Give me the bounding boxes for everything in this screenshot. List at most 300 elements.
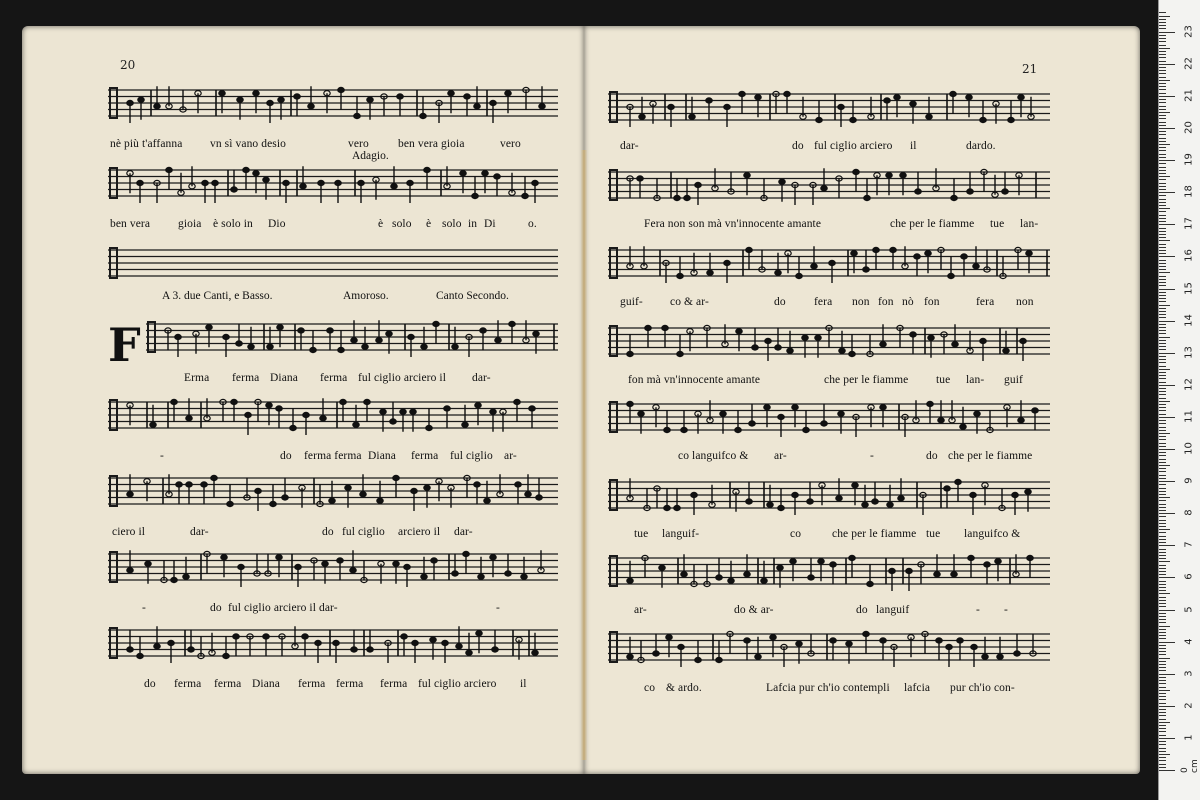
ruler-tick: [1159, 744, 1166, 745]
ruler-tick: [1159, 19, 1166, 20]
ruler-tick: [1159, 561, 1170, 562]
ruler-tick: [1159, 452, 1166, 453]
lyric: -: [1004, 604, 1008, 616]
ruler-tick: [1159, 163, 1166, 164]
ruler-tick: [1159, 410, 1166, 411]
ruler-tick: [1159, 606, 1166, 607]
ruler-tick: [1159, 202, 1166, 203]
ruler-tick: [1159, 179, 1166, 180]
lyric: co languifco &: [678, 450, 749, 462]
ruler-tick: [1159, 375, 1166, 376]
ruler-tick: [1159, 292, 1166, 293]
music-staff: [608, 168, 1050, 208]
ruler-tick: [1159, 626, 1170, 627]
ruler-tick: [1159, 157, 1166, 158]
ruler-tick: [1159, 504, 1166, 505]
ruler-tick: [1159, 83, 1166, 84]
lyric: do: [322, 526, 334, 538]
music-staff: [146, 320, 558, 360]
lyric: Diana: [270, 372, 298, 384]
ruler-tick: [1159, 263, 1166, 264]
ruler-tick: [1159, 587, 1166, 588]
right-system-5: [608, 400, 1050, 460]
ruler-tick: [1159, 414, 1166, 415]
lyric: vero: [348, 138, 369, 150]
ruler-tick: [1159, 176, 1170, 177]
left-system-7: [108, 550, 558, 614]
ruler-tick: [1159, 677, 1166, 678]
ruler-tick: [1159, 706, 1175, 707]
ruler-tick: [1159, 568, 1166, 569]
ruler-tick: [1159, 712, 1166, 713]
lyric: ferma: [411, 450, 439, 462]
ruler-tick: [1159, 693, 1166, 694]
lyric: guif: [1004, 374, 1023, 386]
lyric: guif-: [620, 296, 643, 308]
ruler-tick: [1159, 272, 1170, 273]
lyric: nò: [902, 296, 914, 308]
ruler-tick: [1159, 330, 1166, 331]
lyric: do: [856, 604, 868, 616]
music-staff: [108, 398, 558, 438]
left-system-3-empty-staff: [108, 246, 558, 286]
ruler-tick: [1159, 298, 1166, 299]
ruler-tick: [1159, 128, 1175, 129]
lyric: lan-: [966, 374, 985, 386]
lyric: tue: [926, 528, 941, 540]
lyric: solo: [392, 218, 412, 230]
ruler-tick: [1159, 709, 1166, 710]
lyric: tue: [936, 374, 951, 386]
ruler-tick: [1159, 61, 1166, 62]
ruler-tick: [1159, 719, 1166, 720]
ruler-tick: [1159, 366, 1166, 367]
ruler-tick: [1159, 356, 1166, 357]
lyric: ar-: [634, 604, 647, 616]
ruler-number: 13: [1183, 345, 1195, 359]
ruler-tick: [1159, 670, 1166, 671]
ruler-tick: [1159, 552, 1166, 553]
ruler-tick: [1159, 735, 1166, 736]
ruler-tick: [1159, 73, 1166, 74]
lyric: -: [870, 450, 874, 462]
right-system-8: [608, 630, 1050, 700]
ruler-tick: [1159, 224, 1175, 225]
ruler-tick: [1159, 664, 1166, 665]
ruler-tick: [1159, 192, 1175, 193]
ruler-tick: [1159, 542, 1166, 543]
ruler-tick: [1159, 571, 1166, 572]
lyric: languif-: [662, 528, 700, 540]
tempo-marking-adagio: Adagio.: [352, 150, 389, 162]
ruler-tick: [1159, 372, 1166, 373]
ruler-tick: [1159, 218, 1166, 219]
ruler-tick: [1159, 25, 1166, 26]
ruler-tick: [1159, 484, 1166, 485]
lyric: tue: [990, 218, 1005, 230]
ruler-tick: [1159, 41, 1166, 42]
ruler-tick: [1159, 160, 1175, 161]
lyric: ful ciglio arciero il: [358, 372, 446, 384]
lyric: nè più t'affanna: [110, 138, 183, 150]
ruler-tick: [1159, 619, 1166, 620]
lyric: fera: [976, 296, 995, 308]
ruler-tick: [1159, 215, 1166, 216]
ruler-tick: [1159, 154, 1166, 155]
ruler-tick: [1159, 35, 1166, 36]
music-staff: [608, 554, 1050, 594]
ruler-tick: [1159, 70, 1166, 71]
ruler-tick: [1159, 603, 1166, 604]
left-system-6: [108, 474, 558, 538]
ruler-number: 3: [1183, 670, 1195, 677]
ruler-tick: [1159, 635, 1166, 636]
ruler-tick: [1159, 725, 1166, 726]
ruler-tick: [1159, 767, 1166, 768]
lyric: co & ar-: [670, 296, 709, 308]
ruler-tick: [1159, 696, 1166, 697]
ruler-tick: [1159, 449, 1175, 450]
ruler-tick: [1159, 324, 1166, 325]
ruler-tick: [1159, 600, 1166, 601]
lyric: co: [644, 682, 656, 694]
ruler-tick: [1159, 494, 1166, 495]
music-staff: [608, 246, 1050, 286]
ruler-tick: [1159, 244, 1166, 245]
ruler-tick: [1159, 703, 1166, 704]
ruler-tick: [1159, 378, 1166, 379]
ruler-number: 23: [1183, 24, 1195, 38]
ruler-tick: [1159, 738, 1175, 739]
music-staff: [608, 630, 1050, 670]
ruler-tick: [1159, 317, 1166, 318]
ruler-tick: [1159, 28, 1166, 29]
lyric: languifco &: [964, 528, 1021, 540]
ruler-number: 22: [1183, 56, 1195, 70]
ruler-tick: [1159, 488, 1166, 489]
ruler-tick: [1159, 89, 1166, 90]
decorated-initial: F: [108, 318, 141, 372]
ruler-tick: [1159, 337, 1170, 338]
ruler-tick: [1159, 311, 1166, 312]
ruler-tick: [1159, 436, 1166, 437]
lyric: ferma: [336, 678, 364, 690]
ruler-tick: [1159, 353, 1175, 354]
lyric: Fera non son mà vn'innocente amante: [644, 218, 822, 230]
lyric: vn sì vano desio: [210, 138, 287, 150]
lyric: -: [142, 602, 146, 614]
ruler-tick: [1159, 491, 1166, 492]
ruler-tick: [1159, 382, 1166, 383]
ruler-tick: [1159, 481, 1175, 482]
lyric: ful ciglio: [342, 526, 385, 538]
lyric: ferma: [298, 678, 326, 690]
ruler-tick: [1159, 468, 1166, 469]
ruler-tick: [1159, 57, 1166, 58]
ruler-tick: [1159, 359, 1166, 360]
ruler-tick: [1159, 741, 1166, 742]
ruler-tick: [1159, 520, 1166, 521]
lyric: in: [468, 218, 478, 230]
ruler-tick: [1159, 728, 1166, 729]
ruler-tick: [1159, 199, 1166, 200]
ruler-tick: [1159, 240, 1170, 241]
ruler-tick: [1159, 674, 1175, 675]
ruler-tick: [1159, 301, 1166, 302]
ruler-tick: [1159, 622, 1166, 623]
ruler-tick: [1159, 581, 1166, 582]
ruler-tick: [1159, 388, 1166, 389]
ruler-tick: [1159, 211, 1166, 212]
ruler-tick: [1159, 106, 1166, 107]
ruler-tick: [1159, 349, 1166, 350]
ruler-tick: [1159, 340, 1166, 341]
ruler-tick: [1159, 289, 1175, 290]
lyric: & ardo.: [666, 682, 702, 694]
lyric: dardo.: [966, 140, 996, 152]
ruler-tick: [1159, 134, 1166, 135]
lyric: ferma: [232, 372, 260, 384]
ruler-tick: [1159, 642, 1175, 643]
lyric: tue: [634, 528, 649, 540]
ruler-tick: [1159, 138, 1166, 139]
lyric: do: [144, 678, 156, 690]
lyric: ferma: [174, 678, 202, 690]
ruler-tick: [1159, 237, 1166, 238]
ruler-tick: [1159, 667, 1166, 668]
music-staff: [108, 474, 558, 514]
right-system-6: [608, 478, 1050, 538]
ruler-tick: [1159, 539, 1166, 540]
ruler-tick: [1159, 536, 1166, 537]
ruler-tick: [1159, 282, 1166, 283]
lyric: vero: [500, 138, 521, 150]
ruler-number: 1: [1183, 734, 1195, 741]
ruler-tick: [1159, 247, 1166, 248]
lyric: do: [926, 450, 938, 462]
ruler-tick: [1159, 417, 1175, 418]
ruler-tick: [1159, 22, 1166, 23]
lyric: è: [426, 218, 432, 230]
ruler-tick: [1159, 532, 1166, 533]
ruler-tick: [1159, 343, 1166, 344]
ruler-tick: [1159, 549, 1166, 550]
ruler-tick: [1159, 228, 1166, 229]
ruler-tick: [1159, 118, 1166, 119]
lyric: lafcia: [904, 682, 931, 694]
ruler-tick: [1159, 584, 1166, 585]
ruler-tick: [1159, 687, 1166, 688]
ruler-tick: [1159, 423, 1166, 424]
ruler-tick: [1159, 632, 1166, 633]
ruler-tick: [1159, 260, 1166, 261]
ruler-tick: [1159, 80, 1170, 81]
lyric: co: [790, 528, 802, 540]
lyric: è: [378, 218, 384, 230]
ruler-tick: [1159, 99, 1166, 100]
ruler-tick: [1159, 269, 1166, 270]
ruler-tick: [1159, 67, 1166, 68]
ruler-tick: [1159, 131, 1166, 132]
ruler-tick: [1159, 433, 1170, 434]
ruler-tick: [1159, 231, 1166, 232]
lyric: do & ar-: [734, 604, 774, 616]
lyric: languif: [876, 604, 910, 616]
ruler-tick: [1159, 115, 1166, 116]
lyric: Erma: [184, 372, 210, 384]
ruler-tick: [1159, 51, 1166, 52]
ruler-tick: [1159, 443, 1166, 444]
ruler-tick: [1159, 16, 1170, 17]
ruler-tick: [1159, 189, 1166, 190]
left-system-2: [108, 166, 558, 230]
ruler-tick: [1159, 699, 1166, 700]
music-staff: [608, 324, 1050, 364]
right-system-2: [608, 168, 1050, 228]
ruler-number: 8: [1183, 509, 1195, 516]
left-system-1: [108, 86, 558, 150]
ruler-tick: [1159, 256, 1175, 257]
ruler-tick: [1159, 346, 1166, 347]
ruler-tick: [1159, 167, 1166, 168]
ruler-tick: [1159, 183, 1166, 184]
lyric: ful ciglio: [450, 450, 493, 462]
music-staff: [608, 478, 1050, 518]
ruler-tick: [1159, 593, 1170, 594]
lyric: che per le fiamme: [890, 218, 975, 230]
ruler-tick: [1159, 250, 1166, 251]
lyric: ferma: [214, 678, 242, 690]
ruler-number: 11: [1183, 410, 1195, 423]
lyric: dar-: [620, 140, 639, 152]
ruler-tick: [1159, 545, 1175, 546]
ruler-tick: [1159, 459, 1166, 460]
ruler-tick: [1159, 629, 1166, 630]
ruler-tick: [1159, 731, 1166, 732]
ruler-tick: [1159, 455, 1166, 456]
ruler-number: 12: [1183, 377, 1195, 391]
lyric: ferma: [320, 372, 348, 384]
ruler-tick: [1159, 86, 1166, 87]
music-staff: [108, 626, 558, 666]
ruler-tick: [1159, 754, 1170, 755]
ruler-tick: [1159, 205, 1166, 206]
left-system-4: [146, 320, 558, 384]
ruler-tick: [1159, 645, 1166, 646]
ruler-tick: [1159, 404, 1166, 405]
ruler-number: 21: [1183, 89, 1195, 102]
lyric: ciero il: [112, 526, 146, 538]
ruler-tick: [1159, 195, 1166, 196]
ruler-tick: [1159, 385, 1175, 386]
ruler-number: 15: [1183, 281, 1195, 295]
ruler-tick: [1159, 613, 1166, 614]
ruler-tick: [1159, 45, 1166, 46]
left-page-number: 20: [120, 58, 136, 72]
lyric: pur ch'io con-: [950, 682, 1015, 694]
lyric: ben vera gioia: [398, 138, 465, 150]
ruler-tick: [1159, 610, 1175, 611]
ruler-tick: [1159, 478, 1166, 479]
lyric: è solo in: [213, 218, 253, 230]
ruler-tick: [1159, 751, 1166, 752]
lyric: Lafcia pur ch'io contempli: [766, 682, 890, 694]
lyric: do: [792, 140, 804, 152]
lyric: che per le fiamme: [948, 450, 1033, 462]
ruler-number: 5: [1183, 605, 1195, 613]
lyric: ful ciglio arciero: [418, 678, 497, 690]
ruler-tick: [1159, 446, 1166, 447]
ruler-tick: [1159, 558, 1166, 559]
ruler-tick: [1159, 102, 1166, 103]
lyric: che per le fiamme: [832, 528, 917, 540]
ruler-tick: [1159, 770, 1175, 771]
ruler-tick: [1159, 465, 1170, 466]
lyric: non: [852, 296, 870, 308]
ruler-tick: [1159, 295, 1166, 296]
piece-heading: [110, 290, 560, 306]
ruler-tick: [1159, 471, 1166, 472]
lyric: ar-: [774, 450, 787, 462]
ruler-tick: [1159, 764, 1166, 765]
left-system-5: [108, 398, 558, 462]
ruler-tick: [1159, 144, 1170, 145]
ruler-tick: [1159, 314, 1166, 315]
ruler-tick: [1159, 574, 1166, 575]
lyric: fon: [924, 296, 940, 308]
lyric: non: [1016, 296, 1034, 308]
ruler-number: 6: [1183, 573, 1195, 581]
lyric: ar-: [504, 450, 517, 462]
lyric: che per le fiamme: [824, 374, 909, 386]
tempo-label: Amoroso.: [343, 290, 389, 302]
ruler-tick: [1159, 507, 1166, 508]
ruler-tick: [1159, 420, 1166, 421]
ruler-tick: [1159, 362, 1166, 363]
lyric: fon: [878, 296, 894, 308]
music-staff: [108, 246, 558, 286]
ruler-tick: [1159, 577, 1175, 578]
voicing-label: A 3. due Canti, e Basso.: [162, 290, 273, 302]
right-system-4: [608, 324, 1050, 384]
ruler-number: 20: [1183, 121, 1195, 134]
music-staff: [108, 86, 558, 126]
ruler-number: 7: [1183, 541, 1195, 548]
ruler-tick: [1159, 147, 1166, 148]
ruler-tick: [1159, 234, 1166, 235]
ruler-tick: [1159, 38, 1166, 39]
lyric: do: [774, 296, 786, 308]
ruler-tick: [1159, 661, 1166, 662]
lyric: do: [280, 450, 292, 462]
ruler-number: 18: [1183, 185, 1195, 199]
ruler-tick: [1159, 141, 1166, 142]
music-staff: [608, 90, 1050, 130]
lyric: ben vera: [110, 218, 151, 230]
ruler-number: 9: [1183, 477, 1195, 484]
ruler-tick: [1159, 276, 1166, 277]
music-staff: [108, 550, 558, 590]
ruler-tick: [1159, 500, 1166, 501]
lyric: Diana: [368, 450, 396, 462]
ruler-tick: [1159, 369, 1170, 370]
ruler-tick: [1159, 64, 1175, 65]
ruler-tick: [1159, 279, 1166, 280]
ruler-tick: [1159, 462, 1166, 463]
ruler-tick: [1159, 321, 1175, 322]
ruler-tick: [1159, 475, 1166, 476]
lyric: ferma: [380, 678, 408, 690]
